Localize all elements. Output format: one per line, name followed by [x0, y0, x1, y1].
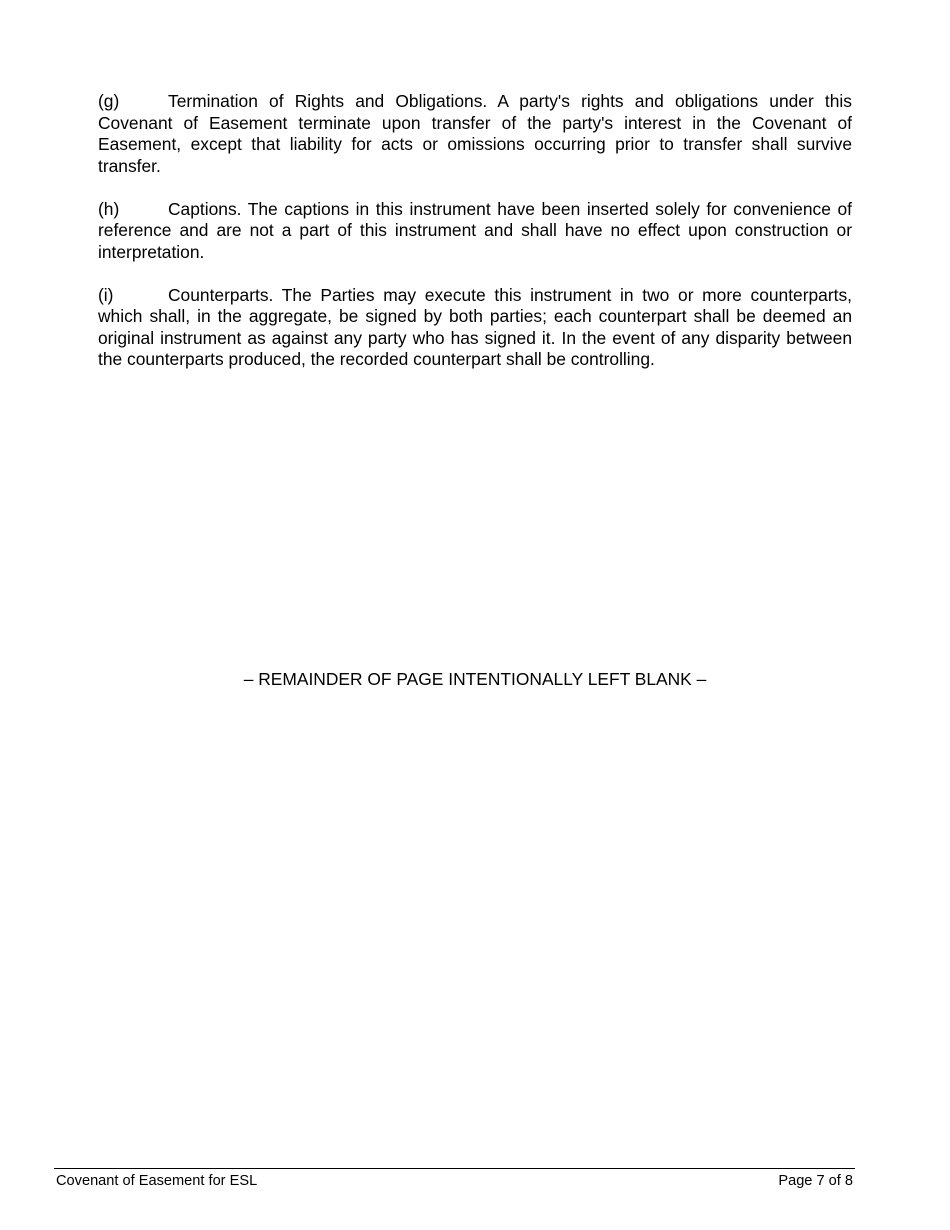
- footer-document-title: Covenant of Easement for ESL: [56, 1173, 258, 1189]
- document-body: [98, 91, 852, 392]
- paragraph-marker: (i): [98, 284, 114, 305]
- remainder-blank-note: – REMAINDER OF PAGE INTENTIONALLY LEFT BLANK –: [243, 669, 707, 689]
- paragraph-i: [98, 285, 852, 371]
- paragraph-marker: (h): [98, 198, 120, 219]
- paragraph-marker: (g): [98, 91, 120, 111]
- paragraph-text: Captions. The captions in this instrument have been inserted solely for convenience of reference and are not a part of this instrument and shall have no effect upon construction or interpretation.: [98, 198, 852, 262]
- paragraph-g: [98, 91, 852, 177]
- footer-page-number: Page 7 of 8: [778, 1173, 853, 1189]
- paragraph-text: Counterparts. The Parties may execute this instrument in two or more counterparts, which shall, in the aggregate, be signed by both parties; each counterpart shall be deemed an original instrument as against any party who has signed it. In the event of any disparity between the counterparts produced, the recorded counterpart shall be controlling.: [98, 284, 852, 369]
- footer-divider: [54, 1168, 855, 1169]
- paragraph-h: [98, 199, 852, 264]
- paragraph-text: Termination of Rights and Obligations. A party's rights and obligations under this Covenant of Easement terminate upon transfer of the party's interest in the Covenant of Easement, except that liability for acts or omissions occurring prior to transfer shall survive transfer.: [98, 91, 852, 176]
